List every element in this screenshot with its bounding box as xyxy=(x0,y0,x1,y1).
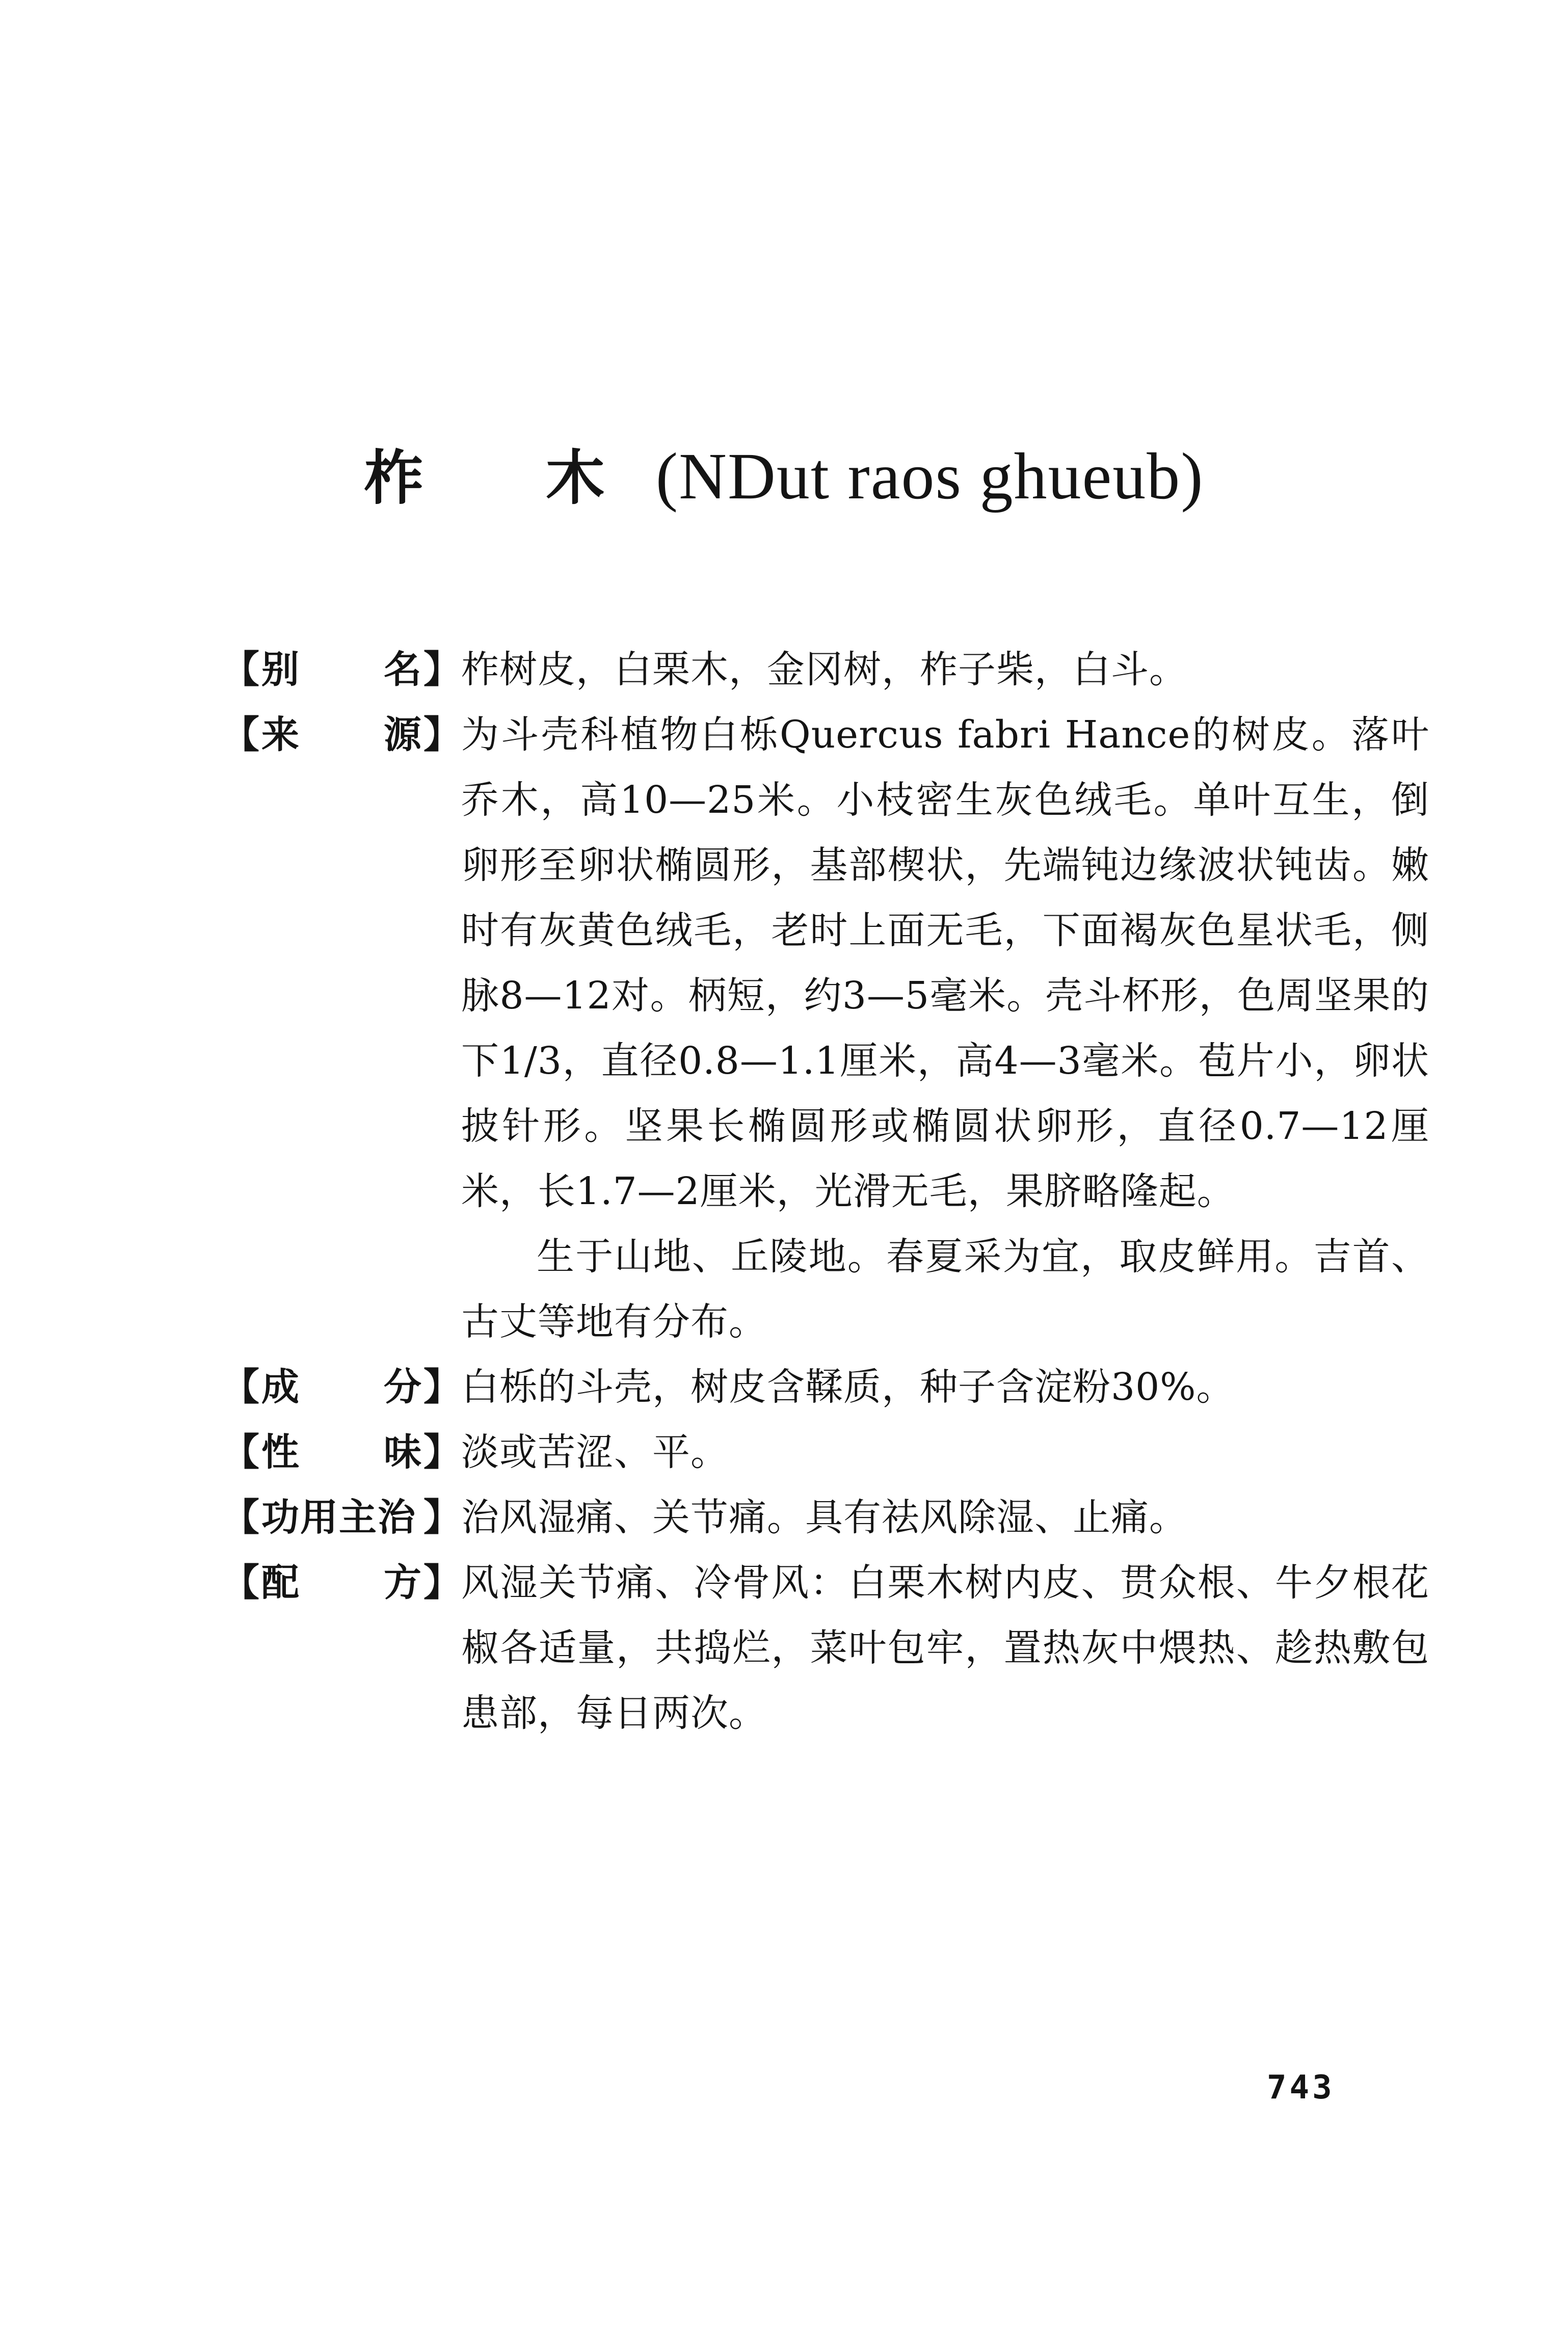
entry-content xyxy=(461,1420,1429,1485)
bracket-open: 【 xyxy=(222,1430,259,1474)
entry-label xyxy=(222,1550,461,1615)
label-char: 味 xyxy=(384,1430,421,1474)
label-char: 分 xyxy=(384,1365,421,1409)
entry-content xyxy=(461,637,1429,702)
label-char: 配 xyxy=(261,1561,299,1605)
entry-prescription xyxy=(222,1550,1429,1746)
entry-content xyxy=(461,1550,1429,1746)
entry-label xyxy=(222,702,461,767)
entry-indications xyxy=(222,1485,1429,1550)
entry-label xyxy=(222,637,461,702)
title-chinese: 柞 木 xyxy=(364,444,656,513)
label-char: 功用主治 xyxy=(261,1496,416,1539)
entry-alias xyxy=(222,637,1429,702)
label-char: 源 xyxy=(384,713,421,757)
entry-label xyxy=(222,1420,461,1485)
entry-content xyxy=(461,1354,1429,1420)
label-char: 成 xyxy=(261,1365,299,1409)
paragraph: 淡或苦涩、平。 xyxy=(461,1430,729,1474)
paragraph: 柞树皮，白栗木，金冈树，柞子柴，白斗。 xyxy=(461,648,1187,691)
label-char: 性 xyxy=(261,1430,299,1474)
paragraph: 白栎的斗壳，树皮含鞣质，种子含淀粉30%。 xyxy=(461,1365,1235,1409)
label-char: 方 xyxy=(384,1561,421,1605)
entry-content xyxy=(461,1485,1429,1550)
entry-content xyxy=(461,702,1429,1354)
paragraph: 风湿关节痛、冷骨风：白栗木树内皮、贯众根、牛夕根花椒各适量，共捣烂，菜叶包牢，置热灰中煨热、趁热敷包患部，每日两次。 xyxy=(461,1561,1429,1735)
label-char: 名 xyxy=(384,648,421,691)
title-romanized: (NDut raos ghueub) xyxy=(655,440,1204,513)
bracket-close: 】 xyxy=(423,1365,461,1409)
bracket-close: 】 xyxy=(423,1496,461,1539)
paragraph: 治风湿痛、关节痛。具有祛风除湿、止痛。 xyxy=(461,1496,1187,1539)
bracket-open: 【 xyxy=(222,1561,259,1605)
paragraph: 生于山地、丘陵地。春夏采为宜，取皮鲜用。吉首、古丈等地有分布。 xyxy=(461,1235,1429,1344)
bracket-open: 【 xyxy=(222,648,259,691)
bracket-open: 【 xyxy=(222,1365,259,1409)
bracket-close: 】 xyxy=(423,1430,461,1474)
bracket-close: 】 xyxy=(423,1561,461,1605)
label-char: 别 xyxy=(261,648,299,691)
bracket-close: 】 xyxy=(423,713,461,757)
paragraph: 为斗壳科植物白栎Quercus fabri Hance的树皮。落叶乔木，高10—25米。小枝密生灰色绒毛。单叶互生，倒卵形至卵状椭圆形，基部楔状，先端钝边缘波状钝齿。嫩时有灰黄色绒毛，老时上面无毛，下面褐灰色星状毛，侧脉8—12对。柄短，约3—5毫米。壳斗杯形，色周坚果的下1/3，直径0.8—1.1厘米，高4—3毫米。苞片小，卵状披针形。坚果长椭圆形或椭圆状卵形，直径0.7—12厘米，长1.7—2厘米，光滑无毛，果脐略隆起。 xyxy=(461,713,1429,1213)
bracket-open: 【 xyxy=(222,713,259,757)
page-title xyxy=(0,440,1568,513)
entry-label xyxy=(222,1354,461,1420)
entry-label xyxy=(222,1485,461,1550)
bracket-close: 】 xyxy=(423,648,461,691)
bracket-open: 【 xyxy=(222,1496,259,1539)
entry-list xyxy=(222,637,1429,1746)
entry-source xyxy=(222,702,1429,1354)
entry-composition xyxy=(222,1354,1429,1420)
entry-property xyxy=(222,1420,1429,1485)
page-number: 743 xyxy=(1267,2069,1335,2107)
label-char: 来 xyxy=(261,713,299,757)
